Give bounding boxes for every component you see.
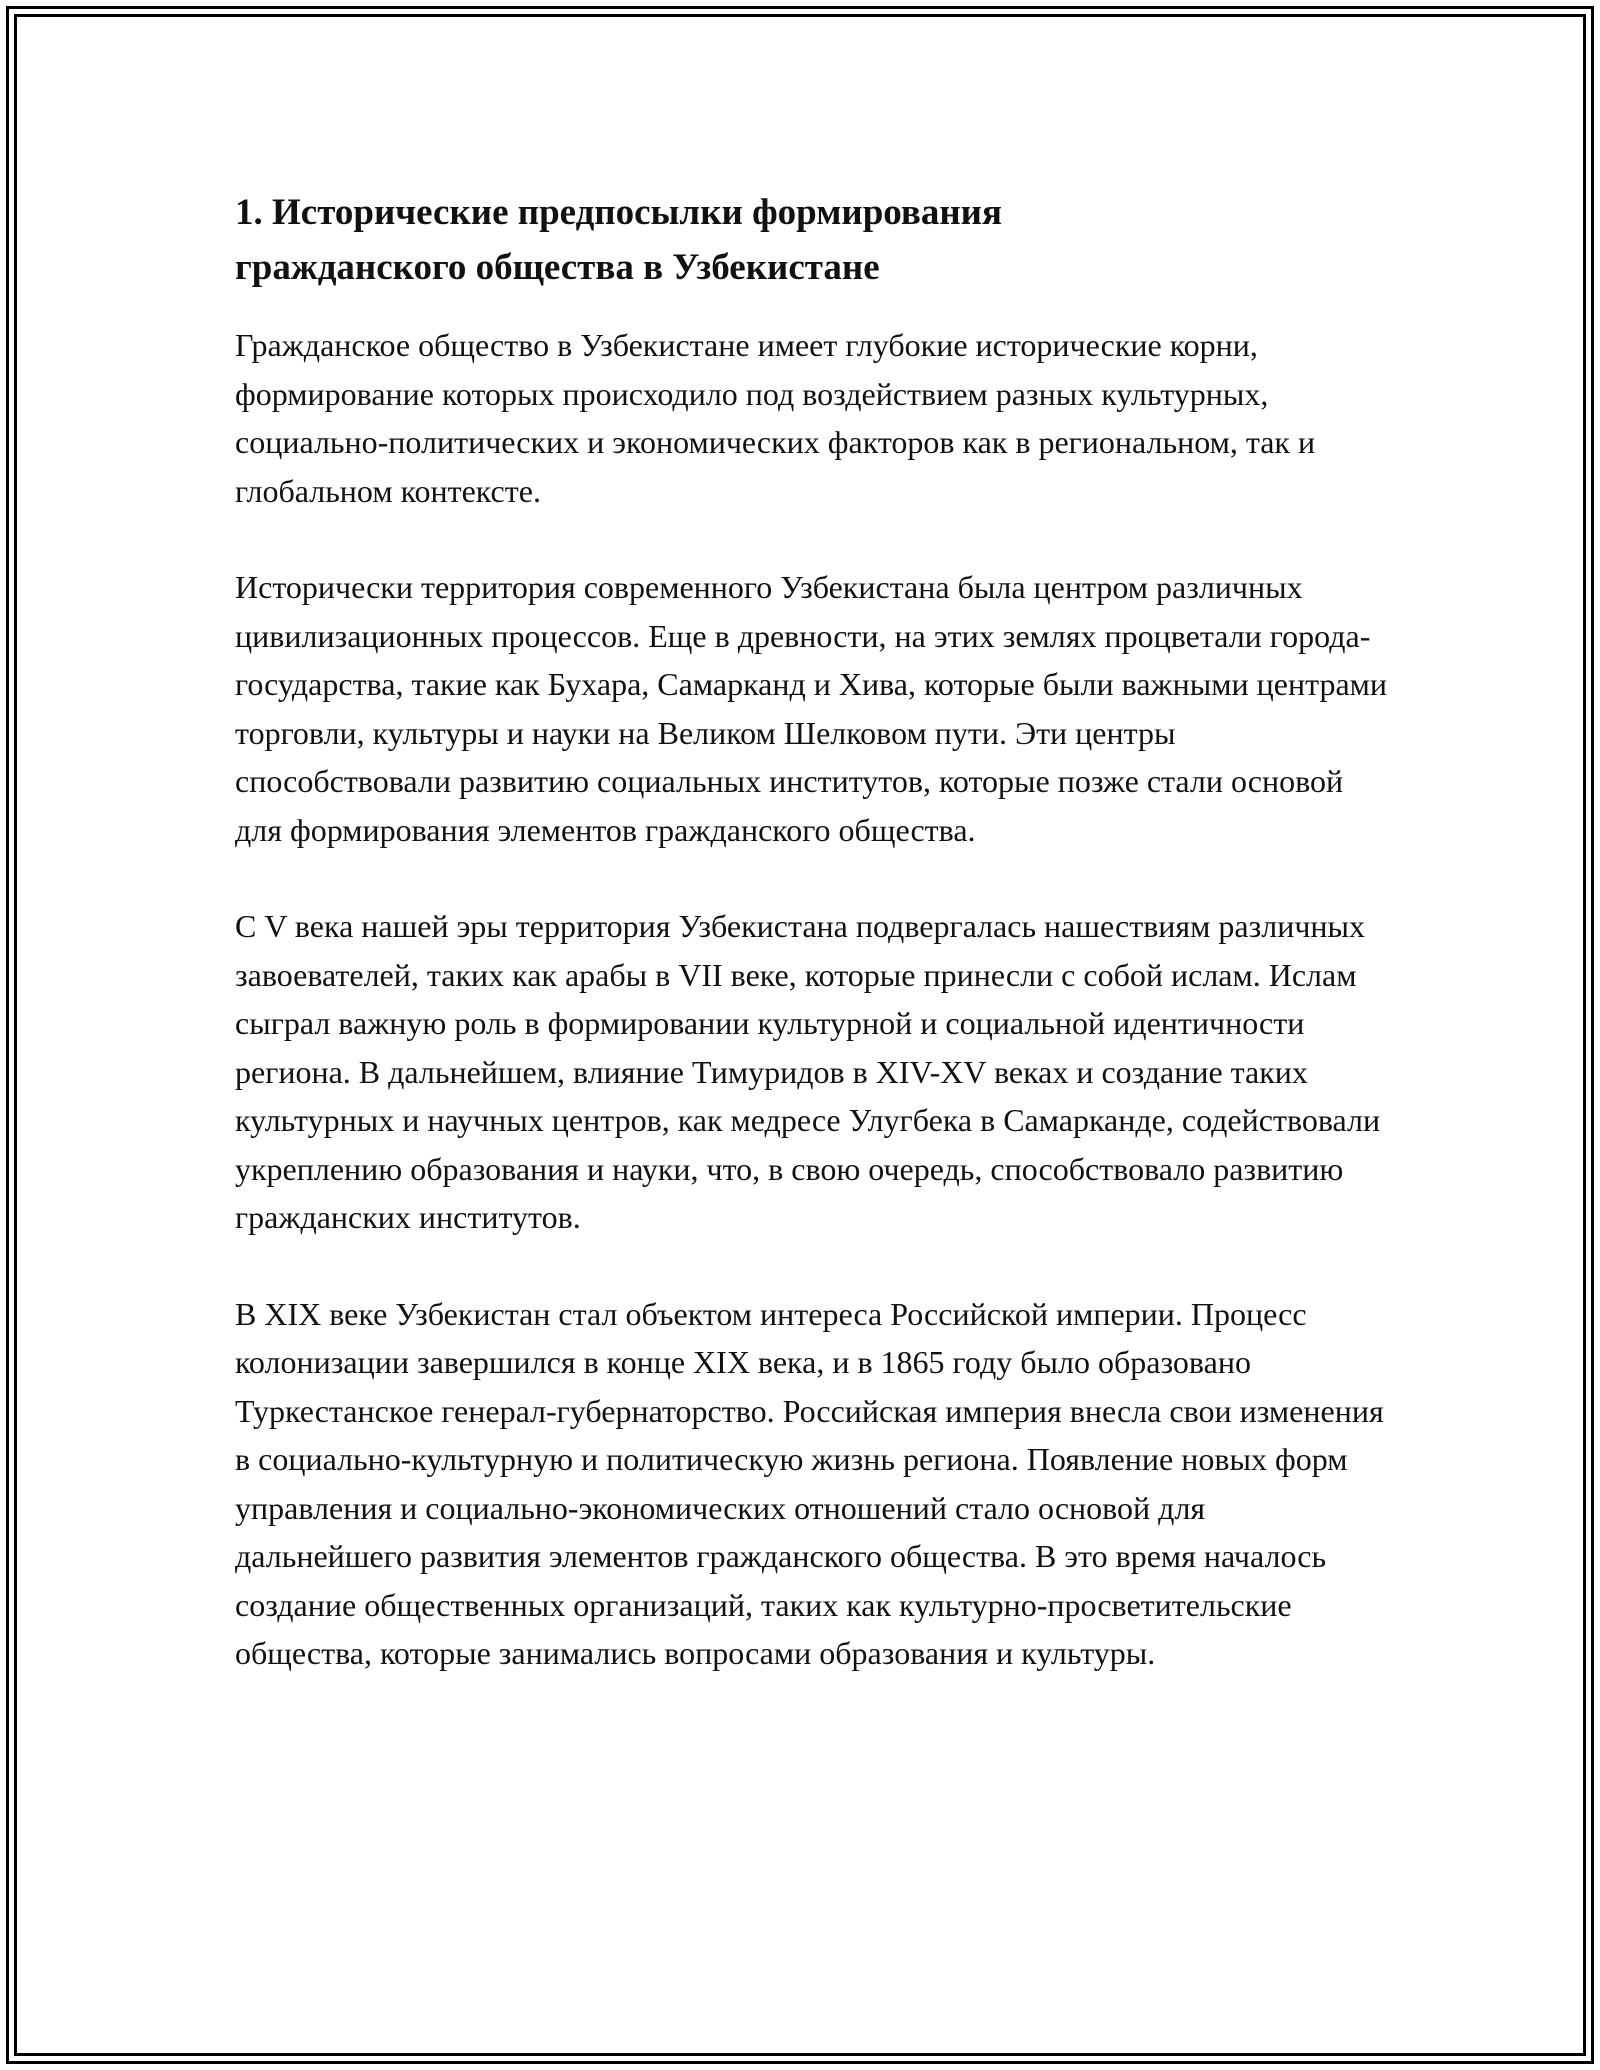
- paragraph-2: Исторически территория современного Узбекистана была центром различных цивилизационных процессов. Еще в древности, на этих землях процветали города-государства, такие как Бухара, Самарканд и Хива, которые были важными центрами торговли, культуры и науки на Великом Шелковом пути. Эти центры способствовали развитию социальных институтов, которые позже стали основой для формирования элементов гражданского общества.: [235, 569, 1388, 848]
- document-body: [235, 185, 1395, 1726]
- paragraph-3: С V века нашей эры территория Узбекистана подвергалась нашествиям различных завоевателей, таких как арабы в VII веке, которые принесли с собой ислам. Ислам сыграл важную роль в формировании культурной и социальной идентичности региона. В дальнейшем, влияние Тимуридов в XIV-XV веках и создание таких культурных и научных центров, как медресе Улугбека в Самарканде, содействовали укреплению образования и науки, что, в свою очередь, способствовало развитию гражданских институтов.: [235, 908, 1381, 1235]
- paragraph-4: В XIX веке Узбекистан стал объектом интереса Российской империи. Процесс колонизации завершился в конце XIX века, и в 1865 году было образовано Туркестанское генерал-губернаторство. Российская империя внесла свои изменения в социально-культурную и политическую жизнь региона. Появление новых форм управления и социально-экономических отношений стало основой для дальнейшего развития элементов гражданского общества. В это время началось создание общественных организаций, таких как культурно-просветительские общества, которые занимались вопросами образования и культуры.: [235, 1295, 1384, 1671]
- section-heading: 1. Исторические предпосылки формирования гражданского общества в Узбекистане: [235, 192, 1003, 288]
- paragraph-1: Гражданское общество в Узбекистане имеет глубокие исторические корни, формирование которых происходило под воздействием разных культурных, социально-политических и экономических факторов как в региональном, так и глобальном контексте.: [235, 327, 1316, 509]
